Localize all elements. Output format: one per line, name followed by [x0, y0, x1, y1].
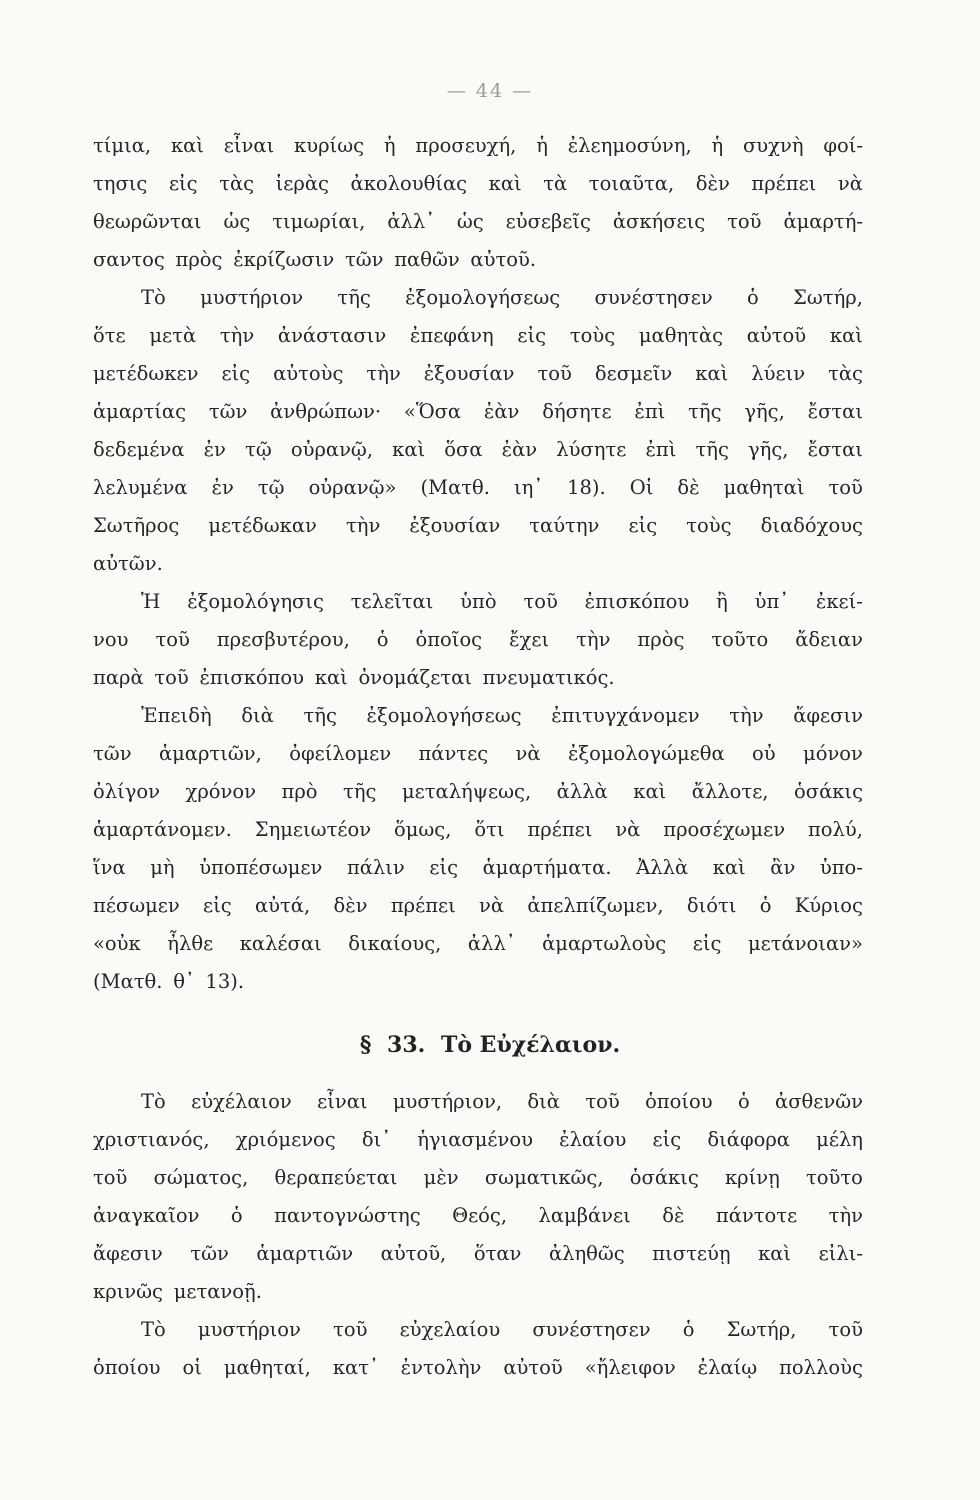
- text-line: πέσωμεν εἰς αὐτά, δὲν πρέπει νὰ ἀπελπίζωμεν, διότι ὁ Κύριος: [93, 894, 863, 917]
- section-heading: [0, 1026, 980, 1064]
- text-line: ἁμαρτίας τῶν ἀνθρώπων· «Ὅσα ἐὰν δήσητε ἐπὶ τῆς γῆς, ἔσται: [93, 400, 863, 423]
- text-line: αὐτῶν.: [93, 552, 163, 575]
- text-line: λελυμένα ἐν τῷ οὐρανῷ» (Ματθ. ιη᾽ 18). Οἱ δὲ μαθηταὶ τοῦ: [93, 476, 863, 499]
- text-line: ἁμαρτάνομεν. Σημειωτέον ὅμως, ὅτι πρέπει νὰ προσέχωμεν πολύ,: [93, 818, 863, 841]
- text-line: Ἡ ἐξομολόγησις τελεῖται ὑπὸ τοῦ ἐπισκόπου ἢ ὑπ᾽ ἐκεί-: [141, 590, 863, 613]
- text-line: σαντος πρὸς ἐκρίζωσιν τῶν παθῶν αὐτοῦ.: [93, 248, 537, 271]
- text-line: δεδεμένα ἐν τῷ οὐρανῷ, καὶ ὅσα ἐὰν λύσητε ἐπὶ τῆς γῆς, ἔσται: [93, 438, 863, 461]
- body-text-top: [93, 127, 863, 1001]
- body-text-bottom: [93, 1083, 863, 1387]
- text-line: ὅτε μετὰ τὴν ἀνάστασιν ἐπεφάνη εἰς τοὺς μαθητὰς αὐτοῦ καὶ: [93, 324, 863, 347]
- section-title: Τὸ Εὐχέλαιον.: [440, 1032, 621, 1058]
- text-line: «οὐκ ἦλθε καλέσαι δικαίους, ἀλλ᾽ ἁμαρτωλοὺς εἰς μετάνοιαν»: [93, 932, 863, 955]
- text-line: τίμια, καὶ εἶναι κυρίως ἡ προσευχή, ἡ ἐλεημοσύνη, ἡ συχνὴ φοί-: [93, 134, 863, 157]
- text-line: θεωρῶνται ὡς τιμωρίαι, ἀλλ᾽ ὡς εὐσεβεῖς ἀσκήσεις τοῦ ἁμαρτή-: [93, 210, 863, 233]
- page-number: — 44 —: [446, 80, 534, 102]
- text-line: τῶν ἁμαρτιῶν, ὀφείλομεν πάντες νὰ ἐξομολογώμεθα οὐ μόνον: [93, 742, 863, 765]
- text-line: νου τοῦ πρεσβυτέρου, ὁ ὁποῖος ἔχει τὴν πρὸς τοῦτο ἄδειαν: [93, 628, 863, 651]
- section-number: 33.: [387, 1032, 426, 1058]
- text-line: Τὸ μυστήριον τῆς ἐξομολογήσεως συνέστησεν ὁ Σωτήρ,: [141, 286, 863, 309]
- text-line: χριστιανός, χριόμενος δι᾽ ἡγιασμένου ἐλαίου εἰς διάφορα μέλη: [93, 1128, 863, 1151]
- text-line: τησις εἰς τὰς ἱερὰς ἀκολουθίας καὶ τὰ τοιαῦτα, δὲν πρέπει νὰ: [93, 172, 863, 195]
- text-line: Τὸ εὐχέλαιον εἶναι μυστήριον, διὰ τοῦ ὁποίου ὁ ἀσθενῶν: [141, 1090, 863, 1113]
- text-line: ὁποίου οἱ μαθηταί, κατ᾽ ἐντολὴν αὐτοῦ «ἤλειφον ἐλαίῳ πολλοὺς: [93, 1356, 863, 1379]
- text-line: ἀναγκαῖον ὁ παντογνώστης Θεός, λαμβάνει δὲ πάντοτε τὴν: [93, 1204, 863, 1227]
- text-line: Ἐπειδὴ διὰ τῆς ἐξομολογήσεως ἐπιτυγχάνομεν τὴν ἄφεσιν: [141, 704, 863, 727]
- section-symbol: §: [359, 1032, 372, 1058]
- text-line: τοῦ σώματος, θεραπεύεται μὲν σωματικῶς, ὁσάκις κρίνῃ τοῦτο: [93, 1166, 863, 1189]
- text-line: παρὰ τοῦ ἐπισκόπου καὶ ὀνομάζεται πνευματικός.: [93, 666, 615, 689]
- text-line: μετέδωκεν εἰς αὐτοὺς τὴν ἐξουσίαν τοῦ δεσμεῖν καὶ λύειν τὰς: [93, 362, 863, 385]
- text-line: Τὸ μυστήριον τοῦ εὐχελαίου συνέστησεν ὁ Σωτήρ, τοῦ: [141, 1318, 863, 1341]
- text-line: (Ματθ. θ᾽ 13).: [93, 970, 245, 993]
- text-line: ἵνα μὴ ὑποπέσωμεν πάλιν εἰς ἁμαρτήματα. Ἀλλὰ καὶ ἂν ὑπο-: [93, 856, 863, 879]
- text-line: ἄφεσιν τῶν ἁμαρτιῶν αὐτοῦ, ὅταν ἀληθῶς πιστεύῃ καὶ εἰλι-: [93, 1242, 863, 1265]
- text-line: ὀλίγον χρόνον πρὸ τῆς μεταλήψεως, ἀλλὰ καὶ ἄλλοτε, ὁσάκις: [93, 780, 863, 803]
- text-line: κρινῶς μετανοῇ.: [93, 1280, 262, 1303]
- text-line: Σωτῆρος μετέδωκαν τὴν ἐξουσίαν ταύτην εἰς τοὺς διαδόχους: [93, 514, 863, 537]
